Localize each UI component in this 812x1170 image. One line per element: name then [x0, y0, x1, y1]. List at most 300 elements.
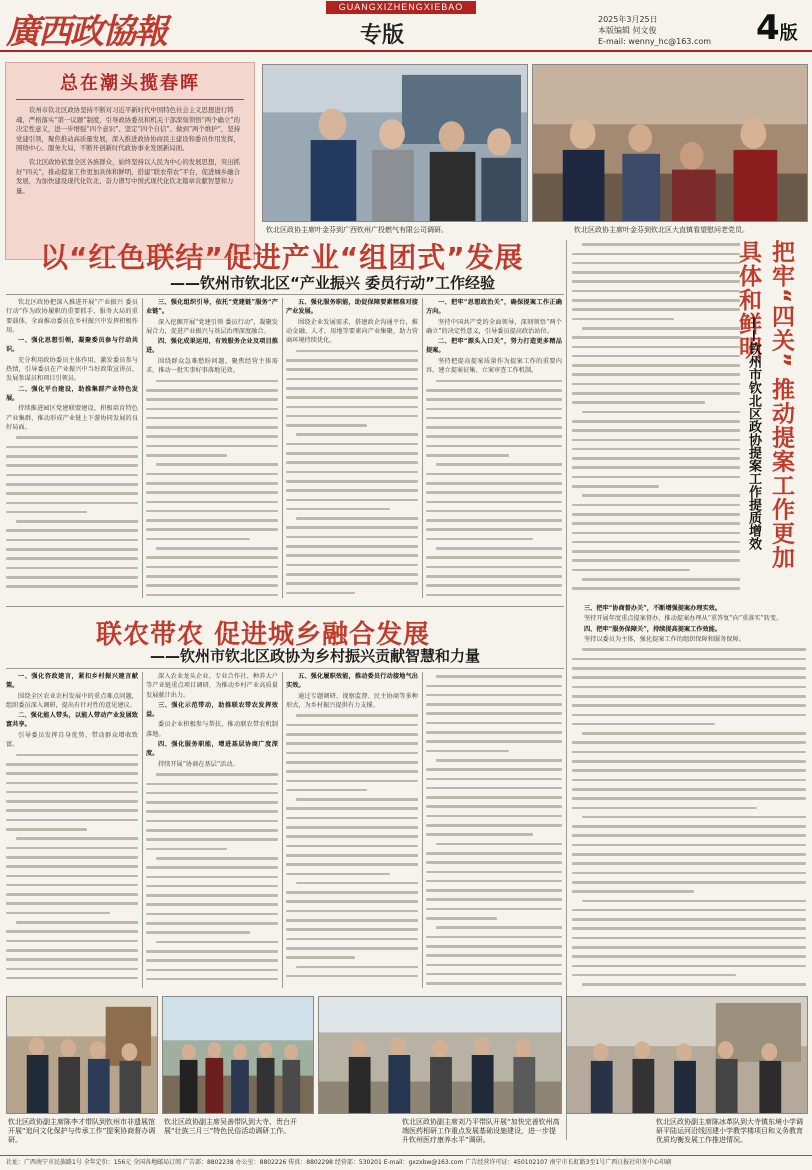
bottom-photo-2-caption: 钦北区政协副主席吴善带队到大寺、贵台开展“壮族三月三”特色民俗活动调研工作。 — [164, 1118, 297, 1135]
text-line — [572, 538, 740, 547]
page-footer: 社址：广西南宁市民族路1号 全年定价：156元 全国各地邮局订阅 广告部：8802238 办公室：8802226 传真：8802298 经营部：530201 E-mail：gxzxbw@163.com 广告经营许可证：450102107 南宁市长虹路3至1号广西日报社印务中心印刷 — [0, 1155, 812, 1170]
text-line — [572, 645, 806, 654]
text-line — [146, 590, 278, 599]
text-line — [286, 823, 418, 832]
right-article-column — [572, 240, 740, 600]
text-line — [6, 936, 138, 945]
text-line — [286, 953, 418, 962]
text-line — [426, 590, 562, 599]
paragraph: 围绕全区农业农村发展中的重点难点问题，组织委员深入调研，提出有针对性的意见建议。 — [6, 692, 138, 709]
bottom-photo-4 — [566, 996, 808, 1114]
article-1-column-4 — [426, 298, 562, 600]
section-heading: 四、强化成果运用，有效服务企业及项目推进。 — [146, 338, 278, 355]
text-line — [572, 692, 806, 701]
text-line — [426, 691, 562, 700]
text-line — [426, 479, 562, 488]
text-line — [286, 588, 418, 597]
text-line — [426, 414, 562, 423]
text-line — [426, 951, 562, 960]
text-line — [286, 758, 418, 767]
article-2-subtitle: ——钦州市钦北区政协为乡村振兴贡献智慧和力量 — [150, 647, 481, 665]
text-line — [572, 324, 740, 333]
paragraph: 钦北区政协把深入推进开展“产业振兴 委员行动”作为政协履职的重要抓手，服务大局的重要载体，全面推动委员在乡村振兴中发挥积极作用。 — [6, 299, 138, 334]
text-line — [572, 813, 806, 822]
paragraph: 坚持以委员为主体，强化提案工作的组织保障和服务保障。 — [584, 635, 745, 643]
text-line — [572, 803, 806, 812]
text-line — [286, 384, 418, 393]
text-line — [572, 664, 806, 673]
text-line — [6, 508, 138, 517]
text-line — [6, 498, 138, 507]
text-line — [146, 770, 278, 779]
text-line — [146, 882, 278, 891]
text-line — [286, 467, 418, 476]
text-line — [146, 919, 278, 928]
text-line — [6, 769, 138, 778]
text-line — [146, 497, 278, 506]
text-line — [6, 964, 138, 973]
text-line — [6, 535, 138, 544]
text-line — [6, 815, 138, 824]
text-line — [426, 867, 562, 876]
text-line — [6, 461, 138, 470]
text-line — [426, 970, 562, 979]
text-line — [146, 928, 278, 937]
text-line — [146, 553, 278, 562]
intro-divider — [16, 99, 244, 100]
text-line — [146, 872, 278, 881]
text-line — [286, 916, 418, 925]
text-line — [6, 853, 138, 862]
text-line — [426, 830, 562, 839]
text-line — [146, 807, 278, 816]
text-line — [426, 709, 562, 718]
text-line — [146, 414, 278, 423]
paragraph: 深入农业龙头企业、专业合作社、种养大户等产业链重点项目调研，为推动乡村产业高质量发展献计出力。 — [146, 673, 278, 699]
bottom-photo-4-caption: 钦北区政协副主席陈冰革队到大寺镇东境小学调研平陆运河沿线因建小学教学楼项目和义务教育优质均衡发展工作推进情况。 — [656, 1118, 803, 1144]
text-line — [146, 826, 278, 835]
section-title: 专版 — [360, 23, 405, 48]
masthead-pinyin: GUANGXIZHENGXIEBAO — [326, 1, 476, 14]
text-line — [572, 961, 806, 970]
text-line — [426, 728, 562, 737]
text-line — [6, 899, 138, 908]
section-heading: 一、把牢“思想政治关”，确保提案工作正确方向。 — [426, 299, 562, 316]
text-line — [286, 458, 418, 467]
text-line — [572, 878, 806, 887]
text-line — [286, 804, 418, 813]
text-line — [286, 720, 418, 729]
text-line — [426, 376, 562, 385]
article-2-rule — [6, 668, 564, 669]
bottom-photo-3 — [318, 996, 562, 1114]
text-line — [572, 426, 740, 435]
text-line — [572, 887, 806, 896]
text-line — [426, 784, 562, 793]
text-line — [286, 393, 418, 402]
text-line — [572, 379, 740, 388]
text-line — [286, 430, 418, 439]
text-line — [572, 342, 740, 351]
text-line — [572, 472, 740, 481]
top-photo-2 — [532, 64, 808, 222]
right-article-column-lower — [572, 604, 806, 990]
section-heading: 二、强化能人带头，以能人带动产业发展致富共享。 — [6, 712, 138, 729]
paragraph: 围绕群众急难愁盼问题，聚焦经营主体需求，推动一批实事好事落地见效。 — [146, 357, 278, 375]
text-line — [6, 517, 138, 526]
text-line — [146, 844, 278, 853]
text-line — [286, 486, 418, 495]
body-text-lines — [146, 770, 278, 984]
text-line — [286, 402, 418, 411]
right-headline: 把牢“四关” 推动提案工作更加具体和鲜明 — [735, 240, 794, 570]
text-line — [146, 386, 278, 395]
top-photo-1 — [262, 64, 528, 222]
text-line — [6, 554, 138, 563]
text-line — [572, 370, 740, 379]
text-line — [146, 562, 278, 571]
text-line — [6, 871, 138, 880]
text-line — [146, 779, 278, 788]
text-line — [572, 445, 740, 454]
text-line — [426, 737, 562, 746]
text-line — [572, 556, 740, 565]
text-line — [426, 849, 562, 858]
text-line — [572, 491, 740, 500]
text-line — [146, 816, 278, 825]
text-line — [572, 268, 740, 277]
text-line — [426, 441, 562, 450]
text-line — [286, 869, 418, 878]
text-line — [6, 433, 138, 442]
text-line — [286, 813, 418, 822]
paragraph: 深入挖掘开展“党建引领 委员行动”，凝聚发展合力，促进产业振兴与基层治理深度融合。 — [146, 318, 278, 335]
text-line — [286, 925, 418, 934]
text-line — [146, 460, 278, 469]
text-line — [286, 776, 418, 785]
text-line — [572, 528, 740, 537]
text-line — [6, 908, 138, 917]
paragraph: 坚持把提高提案质量作为提案工作的重要内容，建立提案征集、立案审查工作机制。 — [426, 357, 562, 375]
text-line — [146, 534, 278, 543]
text-line — [286, 934, 418, 943]
text-line — [426, 802, 562, 811]
intro-paragraph-1: 钦州市钦北区政协坚持不断对习近平新时代中国特色社会主义思想进行铸魂，严格落实“第一议题”制度，引导政协委员和机关干部深刻领悟“两个确立”的决定性意义，进一步增强“四个意识”、坚定“四个自信”、做到“两个维护”，坚持党建引领，聚焦推动高质量发展，深入推进政协协商民主建设和委员作用发挥，围绕中心、服务大局，不断开创新时代政协事业发展新局面。 — [16, 106, 241, 153]
text-line — [426, 923, 562, 932]
text-line — [146, 863, 278, 872]
intro-box — [5, 62, 255, 260]
text-line — [286, 972, 418, 981]
article-2-top-rule — [6, 606, 564, 607]
text-line — [6, 526, 138, 535]
text-line — [426, 960, 562, 969]
text-line — [426, 404, 562, 413]
column-divider — [142, 672, 143, 988]
text-line — [572, 831, 806, 840]
text-line — [572, 682, 806, 691]
text-line — [286, 841, 418, 850]
text-line — [572, 840, 806, 849]
text-line — [6, 843, 138, 852]
intro-title: 总在潮头揽春晖 — [60, 73, 200, 94]
section-heading: 二、把牢“源头入口关”，努力打造更多精品提案。 — [426, 338, 562, 355]
text-line — [146, 854, 278, 863]
text-line — [6, 750, 138, 759]
text-line — [146, 965, 278, 974]
text-line — [572, 952, 806, 961]
text-line — [286, 879, 418, 888]
text-line — [572, 584, 740, 593]
text-line — [146, 937, 278, 946]
text-line — [146, 947, 278, 956]
column-divider — [422, 298, 423, 598]
text-line — [572, 943, 806, 952]
editor-line: 本版编辑 何文俊 — [598, 26, 657, 35]
text-line — [286, 860, 418, 869]
text-line — [572, 747, 806, 756]
text-line — [572, 868, 806, 877]
text-line — [572, 259, 740, 268]
text-line — [426, 672, 562, 681]
text-line — [572, 565, 740, 574]
paragraph: 围绕企业发展需求，搭建政企沟通平台，推动金融、人才、用地等要素向产业集聚，助力营商环境持续优化。 — [286, 318, 418, 345]
text-line — [572, 785, 806, 794]
text-line — [6, 452, 138, 461]
text-line — [572, 924, 806, 933]
text-line — [426, 700, 562, 709]
text-line — [286, 748, 418, 757]
text-line — [6, 442, 138, 451]
text-line — [426, 497, 562, 506]
text-line — [6, 927, 138, 936]
paragraph: 持续推进园区党建联盟建设，积极培育特色产业集群，推动形成产业链上下游协同发展的良好局面。 — [6, 405, 138, 431]
bottom-photo-1 — [6, 996, 158, 1114]
text-line — [286, 523, 418, 532]
paragraph: 通过专题调研、视察监督、民主协商等多种形式，为乡村振兴提供有力支撑。 — [286, 692, 418, 709]
text-line — [6, 563, 138, 572]
masthead — [0, 0, 812, 52]
text-line — [286, 505, 418, 514]
text-line — [286, 421, 418, 430]
body-text-lines — [146, 376, 278, 599]
text-line — [426, 553, 562, 562]
text-line — [572, 980, 806, 989]
text-line — [286, 356, 418, 365]
text-line — [572, 519, 740, 528]
text-line — [572, 333, 740, 342]
text-line — [572, 859, 806, 868]
text-line — [572, 766, 806, 775]
text-line — [286, 532, 418, 541]
bottom-photo-3-caption: 钦北区政协副主席刘乃平带队开展“加快完善钦州高端医药相研工作重点发展基础设施建设，进一步提升钦州医疗康养水平”调研。 — [402, 1118, 560, 1144]
article-2-column-1 — [6, 672, 138, 990]
text-line — [6, 834, 138, 843]
right-vertical-title — [735, 240, 804, 570]
text-line — [6, 955, 138, 964]
issue-date: 2025年3月25日 — [598, 15, 658, 24]
text-line — [146, 479, 278, 488]
text-line — [572, 710, 806, 719]
text-line — [6, 881, 138, 890]
text-line — [572, 286, 740, 295]
body-text-lines — [426, 672, 562, 988]
text-line — [6, 760, 138, 769]
text-line — [286, 730, 418, 739]
text-line — [286, 560, 418, 569]
body-text-lines — [6, 433, 138, 591]
newspaper-logo: 廣西政協報 — [6, 12, 166, 52]
text-line — [286, 542, 418, 551]
text-line — [426, 904, 562, 913]
text-line — [286, 579, 418, 588]
text-line — [286, 495, 418, 504]
section-heading: 三、强化组织引导，依托“党建链”服务“产业链”。 — [146, 299, 278, 316]
text-line — [572, 654, 806, 663]
article-2-column-2 — [146, 672, 278, 990]
body-text-lines — [572, 240, 740, 593]
paragraph: 坚持开展年度重点提案督办，推动提案办理从“重答复”向“重落实”转变。 — [584, 615, 783, 623]
section-heading: 四、把牢“服务保障关”，持续提高提案工作效能。 — [584, 625, 722, 633]
top-photo-1-caption: 钦北区政协主席叶金芬到广西钦州广投燃气有限公司调研。 — [266, 226, 448, 234]
text-line — [572, 435, 740, 444]
text-line — [6, 489, 138, 498]
article-2-column-3 — [286, 672, 418, 990]
text-line — [426, 932, 562, 941]
text-line — [146, 516, 278, 525]
text-line — [286, 795, 418, 804]
text-line — [572, 575, 740, 584]
text-line — [572, 915, 806, 924]
text-line — [572, 454, 740, 463]
article-1-column-3 — [286, 298, 418, 600]
top-photo-2-caption: 钦北区政协主席叶金芬到钦北区大直镇看望慰问老党员。 — [574, 226, 749, 234]
text-line — [146, 891, 278, 900]
paragraph: 坚持中国共产党的全面领导，深刻领悟“两个确立”的决定性意义，引导委员提高政治站位。 — [426, 318, 562, 335]
text-line — [426, 423, 562, 432]
body-text-lines — [286, 346, 418, 597]
article-1-column-2 — [146, 298, 278, 600]
editor-email: E-mail: wenny_hc@163.com — [598, 37, 712, 46]
text-line — [146, 395, 278, 404]
text-line — [286, 906, 418, 915]
text-line — [286, 786, 418, 795]
text-line — [146, 975, 278, 984]
text-line — [286, 412, 418, 421]
paragraph: 引导委员发挥自身优势，带动群众增收致富。 — [6, 731, 138, 749]
text-line — [572, 305, 740, 314]
text-line — [146, 451, 278, 460]
text-line — [426, 811, 562, 820]
text-line — [572, 277, 740, 286]
article-1-headline: 以“红色联结”促进产业“组团式”发展 — [40, 241, 524, 274]
text-line — [6, 890, 138, 899]
text-line — [572, 673, 806, 682]
text-line — [6, 974, 138, 983]
text-line — [572, 971, 806, 980]
text-line — [426, 914, 562, 923]
text-line — [6, 946, 138, 955]
article-1-rule — [6, 294, 564, 295]
text-line — [286, 851, 418, 860]
page-number: 4版 — [756, 8, 798, 48]
text-line — [426, 488, 562, 497]
text-line — [146, 956, 278, 965]
text-line — [426, 793, 562, 802]
text-line — [426, 432, 562, 441]
text-line — [572, 314, 740, 323]
text-line — [146, 581, 278, 590]
text-line — [572, 240, 740, 249]
text-line — [6, 862, 138, 871]
section-heading: 三、强化示范带动，助推联农带农发挥效益。 — [146, 701, 278, 719]
body-text-lines — [286, 711, 418, 981]
body-text-lines — [426, 376, 562, 599]
paragraph: 充分利用政协委员主体作用，激发委员参与热情，引导委员在产业振兴中当好政策宣讲员、发展参谋员和项目引领员。 — [6, 356, 138, 383]
text-line — [572, 933, 806, 942]
text-line — [286, 346, 418, 355]
bottom-photo-1-caption: 钦北区政协副主席陈李才带队到钦州市非遗展馆开展“追问文化保护与传承工作”提案协商督办调研。 — [8, 1118, 156, 1144]
text-line — [426, 821, 562, 830]
text-line — [572, 850, 806, 859]
text-line — [286, 897, 418, 906]
text-line — [426, 469, 562, 478]
text-line — [426, 562, 562, 571]
text-line — [426, 895, 562, 904]
text-line — [146, 798, 278, 807]
text-line — [572, 510, 740, 519]
text-line — [572, 775, 806, 784]
text-line — [6, 778, 138, 787]
text-line — [286, 551, 418, 560]
text-line — [286, 711, 418, 720]
text-line — [286, 962, 418, 971]
text-line — [146, 909, 278, 918]
text-line — [572, 389, 740, 398]
text-line — [426, 395, 562, 404]
text-line — [286, 767, 418, 776]
text-line — [286, 944, 418, 953]
article-1-subtitle: ——钦州市钦北区“产业振兴 委员行动”工作经验 — [170, 274, 495, 292]
section-heading: 一、强化咨政建言，紧扣乡村振兴建言献策。 — [6, 673, 138, 690]
text-line — [6, 545, 138, 554]
body-text-lines — [6, 750, 138, 982]
text-line — [146, 441, 278, 450]
text-line — [572, 407, 740, 416]
text-line — [146, 572, 278, 581]
text-line — [146, 900, 278, 909]
text-line — [426, 886, 562, 895]
bottom-photo-2 — [162, 996, 314, 1114]
section-heading: 三、把牢“协商督办关”，不断增强提案办理实效。 — [584, 605, 722, 612]
issue-info — [598, 14, 711, 47]
text-line — [426, 544, 562, 553]
section-heading: 一、强化思想引领，凝聚委员参与行动共识。 — [6, 337, 138, 354]
text-line — [426, 386, 562, 395]
text-line — [572, 398, 740, 407]
text-line — [286, 477, 418, 486]
text-line — [426, 765, 562, 774]
text-line — [286, 374, 418, 383]
section-heading: 五、强化服务职能，助促保障要素精准对接产业发展。 — [286, 299, 418, 316]
text-line — [286, 832, 418, 841]
text-line — [572, 249, 740, 258]
text-line — [6, 582, 138, 591]
text-line — [426, 460, 562, 469]
text-line — [426, 756, 562, 765]
text-line — [426, 516, 562, 525]
text-line — [572, 720, 806, 729]
text-line — [146, 376, 278, 385]
